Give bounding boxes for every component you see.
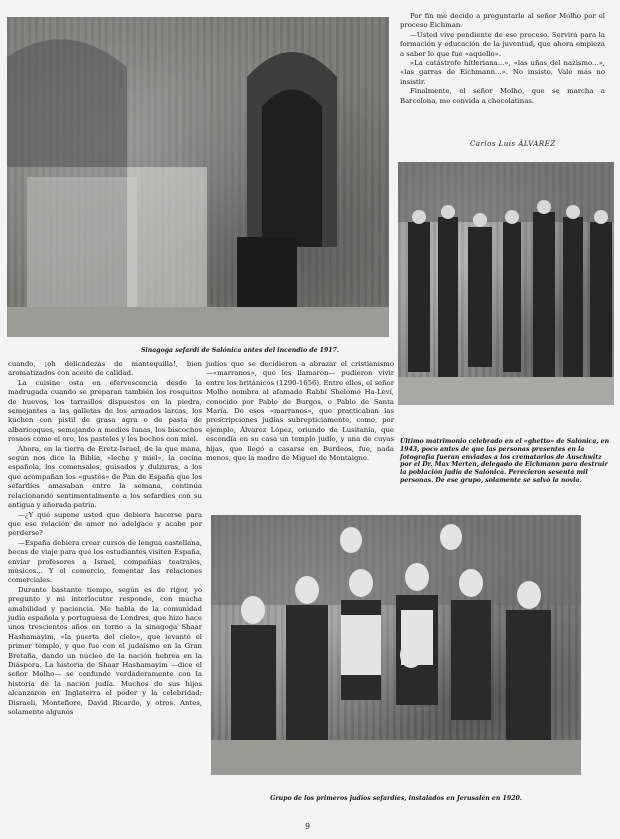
author-signature: Carlos Luis ÁLVAREZ — [470, 140, 556, 148]
paragraph: —Usted vive pendiente de ese proceso. Servirá para la formación y educación de la juventud, que ahora empieza a saber lo que fue «aquello». — [400, 30, 605, 58]
paragraph: cuando, ¡oh delicadezas de mantequilla!, bien aromatizados con aceite de calidad. — [8, 360, 202, 378]
page-number: 9 — [305, 822, 311, 831]
paragraph: —España debiera crear cursos de lengua castellana, becas de viaje para que los estudiantes visiten España, enviar profesores a Israel, compañías teatrales, músicos... Y el comercio, fomentar las relaciones comerciales. — [8, 538, 202, 585]
paragraph: Ahora, en la tierra de Eretz-Israel, de la que mana, según nos dice la Biblia, «leche y miel», la cocina española, los comensales, guisados y dulzuras, a los que acompañan los «gustos» de Pan de España que los sefardíes amasaban entre la semana, continúa relacionando sentimentalmente a los sefardíes con su antigua y añorada patria. — [8, 444, 202, 510]
wedding-photo — [398, 162, 614, 405]
paragraph: La cuisine osta en efervescencia desde la madrugada cuando se preparan también los rosquitos de huevos, los tarraillos dispuestos en la piedra, semejantes a las galletas de los armados larcas, los kuchen con pistil de grasa agra o de pasta de albaricoques, semejando a medios lunas, los biscochos rosaos como el oro, los pasteles y los bochos con miel. — [8, 378, 202, 444]
synagogue-photo — [7, 17, 389, 337]
article-middle-column — [206, 360, 394, 463]
synagogue-illustration — [7, 17, 389, 337]
paragraph: «La catástrofe hitleriana...», «las uñas del nazismo...», «las garras de Eichmann...». No insisto. Vale más no insistir. — [400, 59, 605, 86]
article-top-right — [400, 12, 605, 106]
wedding-caption: Último matrimonio celebrado en el «ghetto» de Salónica, en 1943, poco antes de que las personas presentes en la fotografía fueran enviadas a los crematorios de Auschwitz por el Dr. Max Merten, delegado de Eichmann para destruir la población judía de Salónica. Perecieron sesenta mil personas. De ese grupo, solamente se salvó la novia. — [400, 438, 610, 484]
paragraph: Durante bastante tiempo, según es de rigor, yo pregunto y mi interlocutor responde, con mucha amabilidad y paciencia. Me habla de la comunidad judía española y portuguesa de Londres, que hizo hace unos trescientos años en torno a la sinagoga Shaar Hashamayim, «la puerta del cielo», que levantó el primer templo, y que fue con el judaísmo en la Gran Bretaña, dando un núcleo de la nación hebrea en la Diáspora. La historia de Shaar Hashamayim —dice el señor Molho— se confunde verdaderamente con la historia de la nación judía. Muchos de sus hijos alcanzaron en Inglaterra el poder y la celebridad; Disraeli, Montefiore, David Ricardo, y otros. Antes, solamente algunos — [8, 585, 202, 717]
wedding-illustration — [398, 162, 614, 405]
article-left-column — [8, 360, 202, 717]
group-photo — [211, 515, 581, 775]
paragraph: Por fin me decido a preguntarle al señor Molho por el proceso Eichman. — [400, 12, 605, 30]
group-caption: Grupo de los primeros judíos sefardíes, instalados en Jerusalén en 1920. — [270, 795, 522, 802]
paragraph: —¿Y qué supone usted que debiera hacerse para que ese relación de amor no adelgace y acabe por perderse? — [8, 510, 202, 538]
synagogue-caption: Sinagoga sefardí de Salónica antes del incendio de 1917. — [140, 347, 340, 354]
paragraph: judíos que se decidieron a abrazar el cristianismo —«marranos», que les llamaron— pudieron vivir entre los británicos (1290-1656). Entre ellos, el señor Molho nombra al afamado Rabbí Shelomó Ha-Leví, conocido por Pablo de Burgos, o Pablo de Santa María. De esos «marranos», que practicaban las prescripciones judías subrepticiamente, como, por ejemplo, Álvarez López, oriundo de Lusitania, que escondía en su casa un templo judío, y una de cuyas hijas, que llegó a casarse en Burdeos, fue, nada menos, que la madre de Miguel de Montaigne. — [206, 360, 394, 463]
group-illustration — [211, 515, 581, 775]
paragraph: Finalmente, el señor Molho, que se marcha a Barcelona, me convida a chocolatinas. — [400, 87, 605, 105]
